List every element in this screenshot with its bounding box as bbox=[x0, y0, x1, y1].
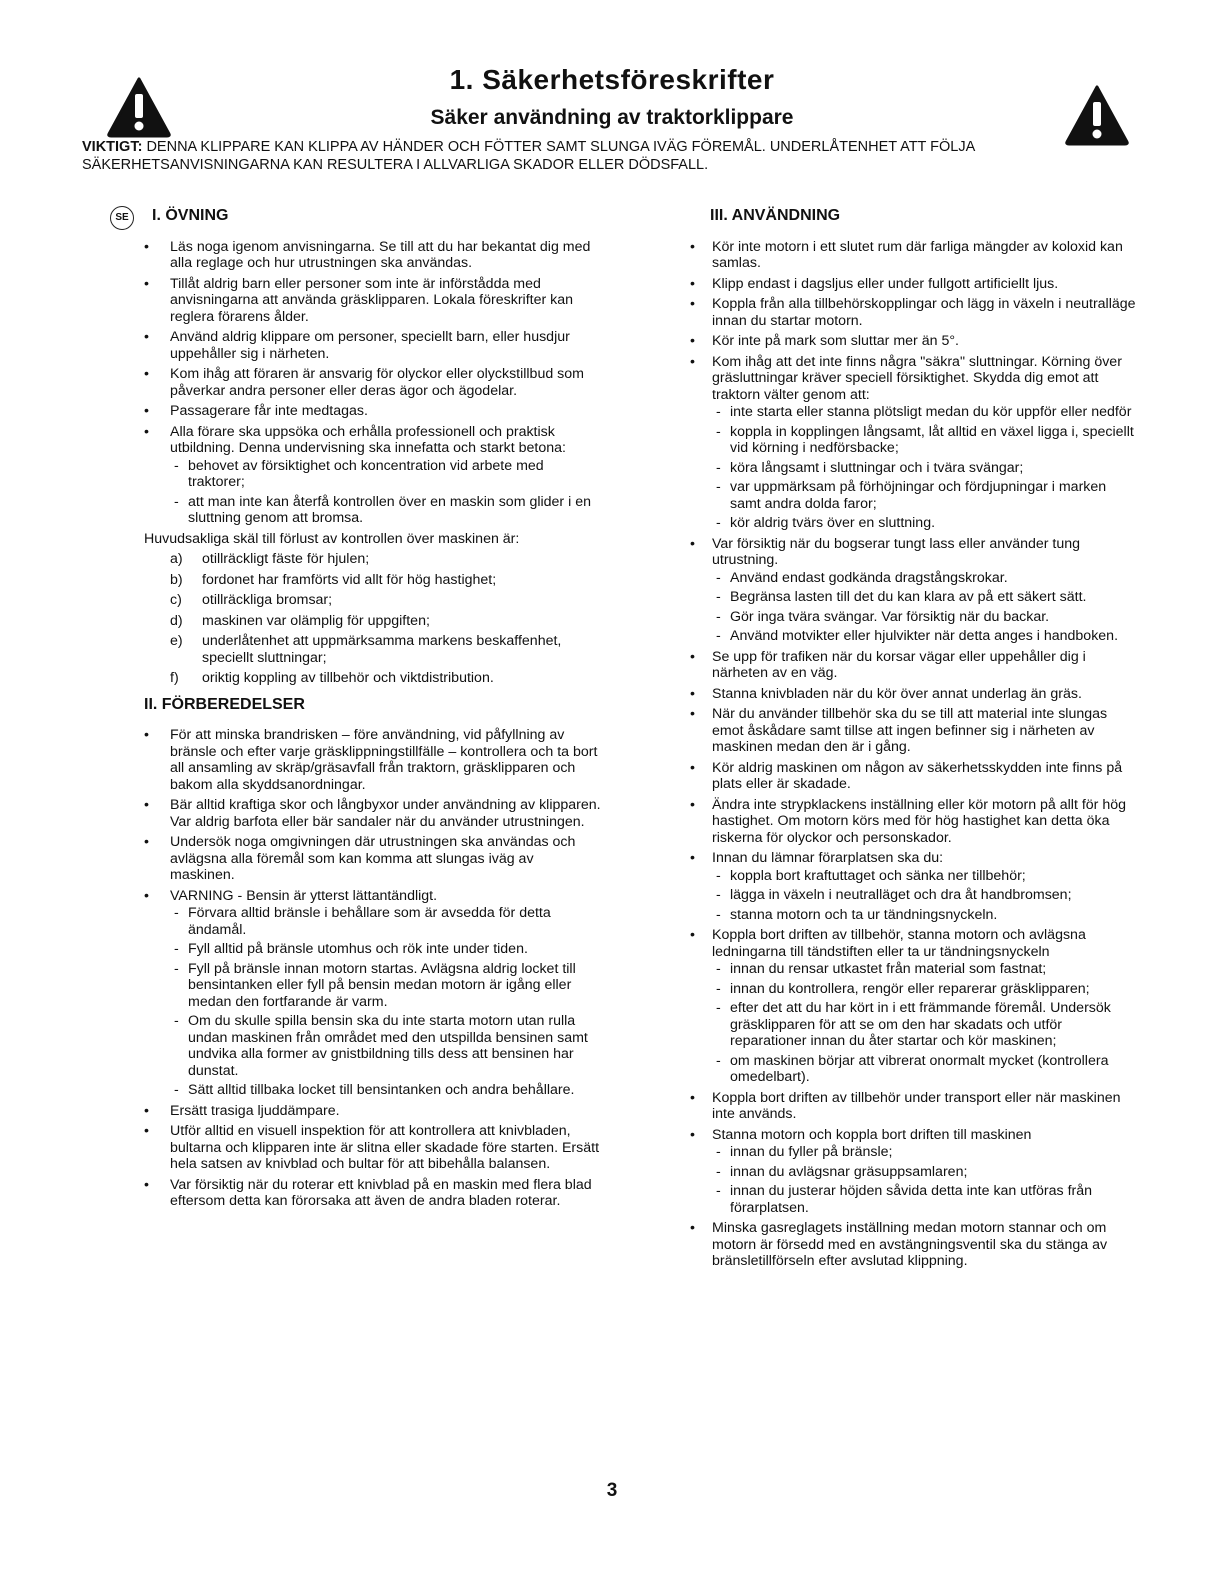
list-item: • VARNING - Bensin är ytterst lättantändligt. - Förvara alltid bränsle i behållare som är avsedda för detta ändamål. - Fyll alltid på bränsle utomhus och rök inte under tiden. - Fyll på bränsle innan motorn startas. Avlägsna aldrig locket till bensintanken eller fyll på bensin medan motorn är igång eller medan den fortfarande är varm. - Om du skulle spilla bensin ska du inte starta motorn utan rulla undan maskinen från området med den utspillda bensinen samt undvika alla former av gnistbildning tills dess att bensinen har dunstat. - Sätt alltid tillbaka locket till bensintanken och andra behållare. bbox=[82, 888, 602, 1099]
list-item: • Tillåt aldrig barn eller personer som inte är införstådda med anvisningarna att använda gräsklipparen. Lokala föreskrifter kan reglera förarens ålder. bbox=[82, 276, 602, 326]
sub-item: - innan du avlägsnar gräsuppsamlaren; bbox=[712, 1164, 1140, 1181]
sub-item: - innan du justerar höjden såvida detta inte kan utföras från förarplatsen. bbox=[712, 1183, 1140, 1216]
sub-item: - innan du kontrollera, rengör eller reparerar gräsklipparen; bbox=[712, 981, 1140, 998]
list-item: • Läs noga igenom anvisningarna. Se till att du har bekantat dig med alla reglage och hur utrustningen ska användas. bbox=[82, 239, 602, 272]
sub-item: - kör aldrig tvärs över en sluttning. bbox=[712, 515, 1140, 532]
sub-item: - Förvara alltid bränsle i behållare som är avsedda för detta ändamål. bbox=[170, 905, 602, 938]
list-item: b) fordonet har framförts vid allt för hög hastighet; bbox=[170, 571, 497, 588]
list-item: • Ersätt trasiga ljuddämpare. bbox=[82, 1103, 602, 1120]
list-item: • För att minska brandrisken – före användning, vid påfyllning av bränsle och efter varje gräsklippningstillfälle – kontrollera och ta bort all ansamling av skräp/gräsavfall från traktorn, gräsklipparen och bakom alla skyddsanordningar. bbox=[82, 727, 602, 793]
country-badge: SE bbox=[110, 206, 134, 230]
list-item: f) oriktig koppling av tillbehör och viktdistribution. bbox=[170, 670, 494, 686]
list-item: • Se upp för trafiken när du korsar vägar eller uppehåller dig i närheten av en väg. bbox=[690, 649, 1140, 682]
list-item: • Innan du lämnar förarplatsen ska du: - koppla bort kraftuttaget och sänka ner tillbehör; - lägga in växeln i neutralläget och dra åt handbromsen; - stanna motorn och ta ur tändningsnyckeln. bbox=[690, 850, 1140, 923]
sub-item: - inte starta eller stanna plötsligt medan du kör uppför eller nedför bbox=[712, 404, 1140, 421]
list-item: • Minska gasreglagets inställning medan motorn stannar och om motorn är försedd med en avstängningsventil ska du stänga av bränsletillförseln efter avslutad klippning. bbox=[690, 1220, 1140, 1270]
sub-item: - Gör inga tvära svängar. Var försiktig när du backar. bbox=[712, 609, 1140, 626]
lettered-list bbox=[82, 551, 602, 687]
list-item: c) otillräckliga bromsar; bbox=[170, 592, 333, 608]
sub-item: - Använd endast godkända dragstångskrokar. bbox=[712, 570, 1140, 587]
list-item: • Använd aldrig klippare om personer, speciellt barn, eller husdjur uppehåller sig i närheten. bbox=[82, 329, 602, 362]
sub-item: - efter det att du har kört in i ett främmande föremål. Undersök gräsklipparen för att se om den har skadats och utför reparationer innan du åter startar och kör maskinen; bbox=[712, 1000, 1140, 1050]
list-item: • Koppla bort driften av tillbehör under transport eller när maskinen inte används. bbox=[690, 1090, 1140, 1123]
list-item: e) underlåtenhet att uppmärksamma markens beskaffenhet, speciellt sluttningar; bbox=[170, 633, 562, 666]
warning-notice bbox=[82, 138, 1144, 174]
section-heading: II. FÖRBEREDELSER bbox=[144, 695, 305, 713]
list-item: • Utför alltid en visuell inspektion för att kontrollera att knivbladen, bultarna och klipparen inte är slitna eller skadade före starten. Ersätt hela satsen av knivblad och bultar för att bibehålla balansen. bbox=[82, 1123, 602, 1173]
page-subtitle: Säker användning av traktorklippare bbox=[430, 106, 794, 129]
sub-item: - Använd motvikter eller hjulvikter när detta anges i handboken. bbox=[712, 628, 1140, 645]
sub-item: - Sätt alltid tillbaka locket till bensintanken och andra behållare. bbox=[170, 1082, 602, 1099]
list-item: • Var försiktig när du roterar ett knivblad på en maskin med flera blad eftersom detta kan förorsaka att även de andra bladen roterar. bbox=[82, 1177, 602, 1210]
left-column bbox=[82, 208, 602, 1214]
sub-list bbox=[712, 1144, 1140, 1216]
list-item: • Bär alltid kraftiga skor och långbyxor under användning av klipparen. Var aldrig barfota eller bär sandaler när du använder utrustningen. bbox=[82, 797, 602, 830]
right-column bbox=[690, 208, 1140, 1274]
section-heading: SE I. ÖVNING bbox=[82, 208, 602, 225]
sub-item: - koppla bort kraftuttaget och sänka ner tillbehör; bbox=[712, 868, 1140, 885]
list-item: • Undersök noga omgivningen där utrustningen ska användas och avlägsna alla föremål som kan komma att slungas iväg av maskinen. bbox=[82, 834, 602, 884]
list-item: • Kör aldrig maskinen om någon av säkerhetsskydden inte finns på plats eller är skadade. bbox=[690, 760, 1140, 793]
warning-label: VIKTIGT: bbox=[82, 139, 143, 155]
sub-list bbox=[170, 905, 602, 1099]
sub-item: - Om du skulle spilla bensin ska du inte starta motorn utan rulla undan maskinen från området med den utspillda bensinen samt undvika alla former av gnistbildning tills dess att bensinen har dunstat. bbox=[170, 1013, 602, 1079]
list-item: • Koppla bort driften av tillbehör, stanna motorn och avlägsna ledningarna till tändstiften eller ta ur tändningsnyckeln - innan du rensar utkastet från material som fastnat; - innan du kontrollera, rengör eller reparerar gräsklipparen; - efter det att du har kört in i ett främmande föremål. Undersök gräsklipparen för att se om den har skadats och utför reparationer innan du åter startar och kör maskinen; - om maskinen börjar att vibrerat onormalt mycket (kontrollera omedelbart). bbox=[690, 927, 1140, 1086]
section2-list bbox=[82, 727, 602, 1210]
sub-item: - var uppmärksam på förhöjningar och fördjupningar i marken samt andra dolda faror; bbox=[712, 479, 1140, 512]
sub-list bbox=[712, 868, 1140, 924]
sub-item: - Fyll på bränsle innan motorn startas. Avlägsna aldrig locket till bensintanken eller fyll på bensin medan motorn är igång eller medan den fortfarande är varm. bbox=[170, 961, 602, 1011]
sub-item: - koppla in kopplingen långsamt, låt alltid en växel ligga i, speciellt vid körning i nedförsbacke; bbox=[712, 424, 1140, 457]
list-item: • Var försiktig när du bogserar tungt lass eller använder tung utrustning. - Använd endast godkända dragstångskrokar. - Begränsa lasten till det du kan klara av på ett säkert sätt. - Gör inga tvära svängar. Var försiktig när du backar. - Använd motvikter eller hjulvikter när detta anges i handboken. bbox=[690, 536, 1140, 645]
list-item: • Stanna motorn och koppla bort driften till maskinen - innan du fyller på bränsle; - innan du avlägsnar gräsuppsamlaren; - innan du justerar höjden såvida detta inte kan utföras från förarplatsen. bbox=[690, 1127, 1140, 1217]
list-item: • Kör inte på mark som sluttar mer än 5°. bbox=[690, 333, 1140, 350]
section3-list bbox=[690, 239, 1140, 1270]
page-title: 1. Säkerhetsföreskrifter bbox=[449, 64, 775, 95]
sub-list bbox=[712, 570, 1140, 645]
list-item: • Alla förare ska uppsöka och erhålla professionell och praktisk utbildning. Denna undervisning ska innefatta och starkt betona: - behovet av försiktighet och koncentration vid arbete med traktorer; - att man inte kan återfå kontrollen över en maskin som glider i en sluttning genom att bromsa. bbox=[82, 424, 602, 527]
list-item: d) maskinen var olämplig för uppgiften; bbox=[170, 612, 430, 629]
list-item: a) otillräckligt fäste för hjulen; bbox=[170, 551, 370, 567]
section-heading: III. ANVÄNDNING bbox=[710, 207, 841, 224]
sub-item: - köra långsamt i sluttningar och i tvära svängar; bbox=[712, 460, 1140, 477]
list-item: • Kom ihåg att det inte finns några "säkra" sluttningar. Körning över gräsluttningar kräver speciell försiktighet. Skydda dig emot att traktorn välter genom att: - inte starta eller stanna plötsligt medan du kör uppför eller nedför - koppla in kopplingen långsamt, låt alltid en växel ligga i, speciellt vid körning i nedförsbacke; - köra långsamt i sluttningar och i tvära svängar; - var uppmärksam på förhöjningar och fördjupningar i marken samt andra dolda faror; - kör aldrig tvärs över en sluttning. bbox=[690, 354, 1140, 532]
list-item: • När du använder tillbehör ska du se till att material inte slungas emot åskådare samt tillse att ingen befinner sig i närheten av maskinen medan den är i gång. bbox=[690, 706, 1140, 756]
list-item: • Kom ihåg att föraren är ansvarig för olyckor eller olyckstillbud som påverkar andra personer eller deras ägor och ägodelar. bbox=[82, 366, 602, 399]
sub-item: - innan du fyller på bränsle; bbox=[712, 1144, 1140, 1161]
list-item: • Koppla från alla tillbehörskopplingar och lägg in växeln i neutralläge innan du startar motorn. bbox=[690, 296, 1140, 329]
page-number: 3 bbox=[606, 1480, 618, 1501]
warning-text: DENNA KLIPPARE KAN KLIPPA AV HÄNDER OCH FÖTTER SAMT SLUNGA IVÄG FÖREMÅL. UNDERLÅTENHET ATT FÖLJA SÄKERHETSANVISNINGARNA KAN RESULTERA I ALLVARLIGA SKADOR ELLER DÖDSFALL. bbox=[82, 139, 975, 173]
sub-item: - om maskinen börjar att vibrerat onormalt mycket (kontrollera omedelbart). bbox=[712, 1053, 1140, 1086]
sub-item: - lägga in växeln i neutralläget och dra åt handbromsen; bbox=[712, 887, 1140, 904]
list-item: • Klipp endast i dagsljus eller under fullgott artificiellt ljus. bbox=[690, 276, 1140, 293]
sub-item: - Fyll alltid på bränsle utomhus och rök inte under tiden. bbox=[170, 941, 602, 958]
sub-list bbox=[712, 961, 1140, 1086]
list-item: • Passagerare får inte medtagas. bbox=[82, 403, 602, 420]
list-item: • Kör inte motorn i ett slutet rum där farliga mängder av koloxid kan samlas. bbox=[690, 239, 1140, 272]
lead-text: Huvudsakliga skäl till förlust av kontrollen över maskinen är: bbox=[144, 530, 520, 547]
sub-item: - behovet av försiktighet och koncentration vid arbete med traktorer; bbox=[170, 458, 602, 491]
sub-item: - Begränsa lasten till det du kan klara av på ett säkert sätt. bbox=[712, 589, 1140, 606]
sub-list bbox=[712, 404, 1140, 532]
sub-item: - innan du rensar utkastet från material som fastnat; bbox=[712, 961, 1140, 978]
sub-item: - att man inte kan återfå kontrollen över en maskin som glider i en sluttning genom att bromsa. bbox=[170, 494, 602, 527]
sub-list bbox=[170, 458, 602, 527]
list-item: • Stanna knivbladen när du kör över annat underlag än gräs. bbox=[690, 686, 1140, 703]
list-item: • Ändra inte strypklackens inställning eller kör motorn på allt för hög hastighet. Om motorn körs med för hög hastighet kan detta öka riskerna för olyckor och personskador. bbox=[690, 797, 1140, 847]
section1-list bbox=[82, 239, 602, 527]
sub-item: - stanna motorn och ta ur tändningsnyckeln. bbox=[712, 907, 1140, 924]
